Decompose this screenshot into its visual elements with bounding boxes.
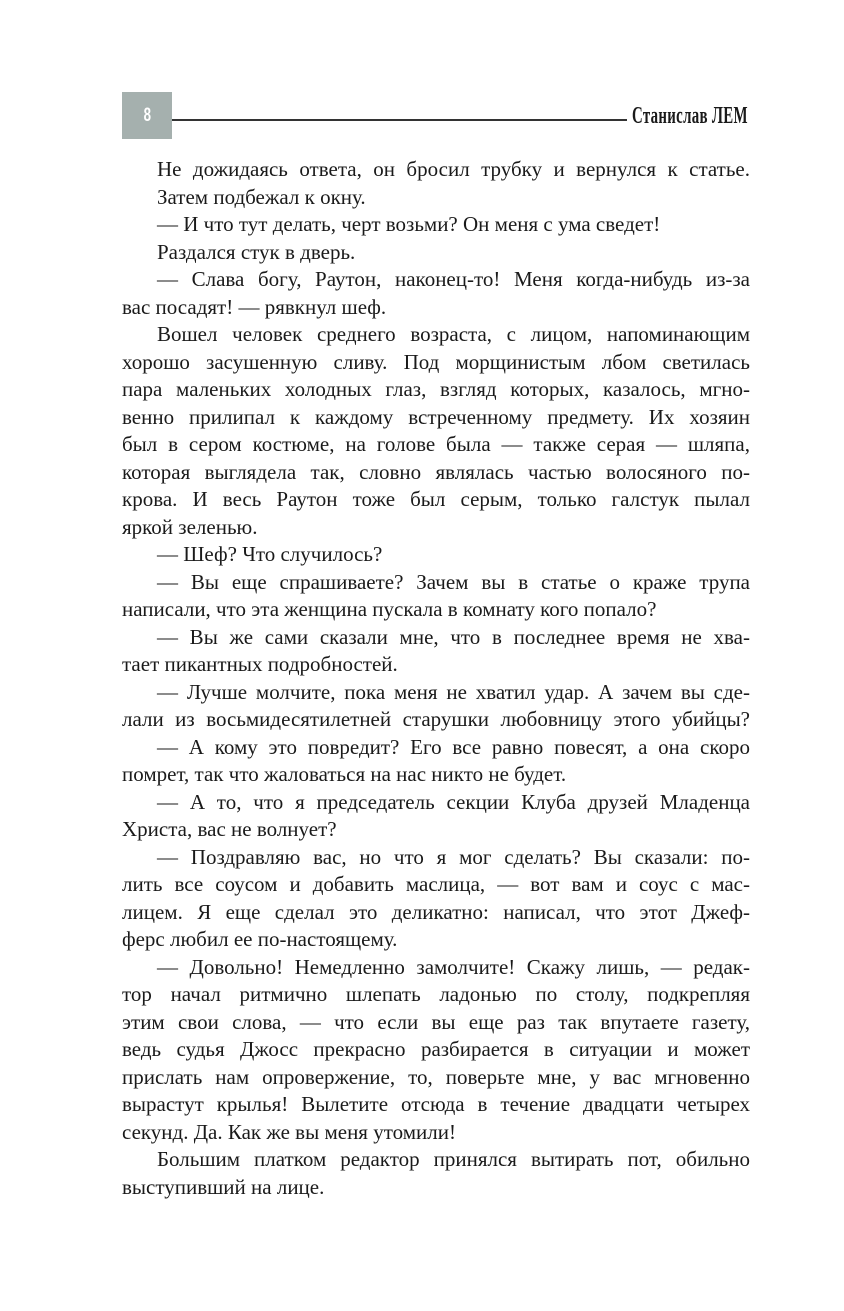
text-line: — Лучше молчите, пока меня не хватил удар. А зачем вы сде- <box>157 679 750 704</box>
page-number: 8 <box>143 104 151 126</box>
text-line: написали, что эта женщина пускала в комнату кого попало? <box>122 597 657 621</box>
text-line: был в сером костюме, на голове была — также серая — шляпа, <box>122 432 750 456</box>
text-line: венно прилипал к каждому встреченному предмету. Их хозяин <box>122 404 750 429</box>
text-line: крова. И весь Раутон тоже был серым, только галстук пылал <box>122 487 750 511</box>
text-line: яркой зеленью. <box>122 514 258 539</box>
text-line: которая выглядела так, словно являлась частью волосяного по- <box>122 459 750 484</box>
text-line: — А то, что я председатель секции Клуба друзей Младенца <box>157 789 750 814</box>
text-line: прислать нам опровержение, то, поверьте мне, у вас мгновенно <box>122 1064 750 1089</box>
text-line: лить все соусом и добавить маслица, — вот вам и соус с мас- <box>122 872 750 896</box>
text-line: помрет, так что жаловаться на нас никто не будет. <box>122 762 567 786</box>
text-line: — Шеф? Что случилось? <box>157 542 383 566</box>
text-line: лицем. Я еще сделал это деликатно: написал, что этот Джеф- <box>122 899 750 924</box>
text-line: вас посадят! — рявкнул шеф. <box>122 294 387 319</box>
text-line: тает пикантных подробностей. <box>122 652 398 676</box>
text-line: — Слава богу, Раутон, наконец-то! Меня когда-нибудь из-за <box>157 267 750 291</box>
body-text <box>122 156 750 1201</box>
text-line: ведь судья Джосс прекрасно разбирается в ситуации и может <box>122 1037 750 1061</box>
text-line: Затем подбежал к окну. <box>157 184 366 209</box>
text-line: — Поздравляю вас, но что я мог сделать? Вы сказали: по- <box>157 844 750 869</box>
text-line: — Довольно! Немедленно замолчите! Скажу лишь, — редак- <box>157 954 750 979</box>
text-line: этим свои слова, — что если вы еще раз так впутаете газету, <box>122 1009 750 1034</box>
text-line: вырастут крылья! Вылетите отсюда в течение двадцати четырех <box>122 1092 750 1116</box>
text-line: — Вы же сами сказали мне, что в последнее время не хва- <box>157 624 750 649</box>
text-line: хорошо засушенную сливу. Под морщинистым лбом светилась <box>122 349 750 374</box>
text-line: Раздался стук в дверь. <box>157 239 356 264</box>
text-line: Вошел человек среднего возраста, с лицом, напоминающим <box>157 322 750 346</box>
text-line: Большим платком редактор принялся вытирать пот, обильно <box>157 1147 750 1171</box>
running-head-author: Станислав ЛЕМ <box>632 103 748 129</box>
text-line: пара маленьких холодных глаз, взгляд которых, казалось, мгно- <box>122 377 750 401</box>
text-line: — А кому это повредит? Его все равно повесят, а она скоро <box>157 734 750 759</box>
text-line: лали из восьмидесятилетней старушки любовницу этого убийцы? <box>122 707 750 731</box>
page-number-box <box>122 92 172 139</box>
text-line: ферс любил ее по-настоящему. <box>122 927 398 951</box>
text-line: Не дожидаясь ответа, он бросил трубку и вернулся к статье. <box>157 157 750 181</box>
text-line: секунд. Да. Как же вы меня утомили! <box>122 1119 456 1144</box>
header-rule <box>172 119 627 121</box>
text-line: тор начал ритмично шлепать ладонью по столу, подкрепляя <box>122 982 750 1006</box>
text-line: — И что тут делать, черт возьми? Он меня с ума сведет! <box>157 212 661 236</box>
text-line: — Вы еще спрашиваете? Зачем вы в статье о краже трупа <box>157 569 750 594</box>
text-line: выступивший на лице. <box>122 1174 325 1199</box>
text-line: Христа, вас не волнует? <box>122 817 337 841</box>
